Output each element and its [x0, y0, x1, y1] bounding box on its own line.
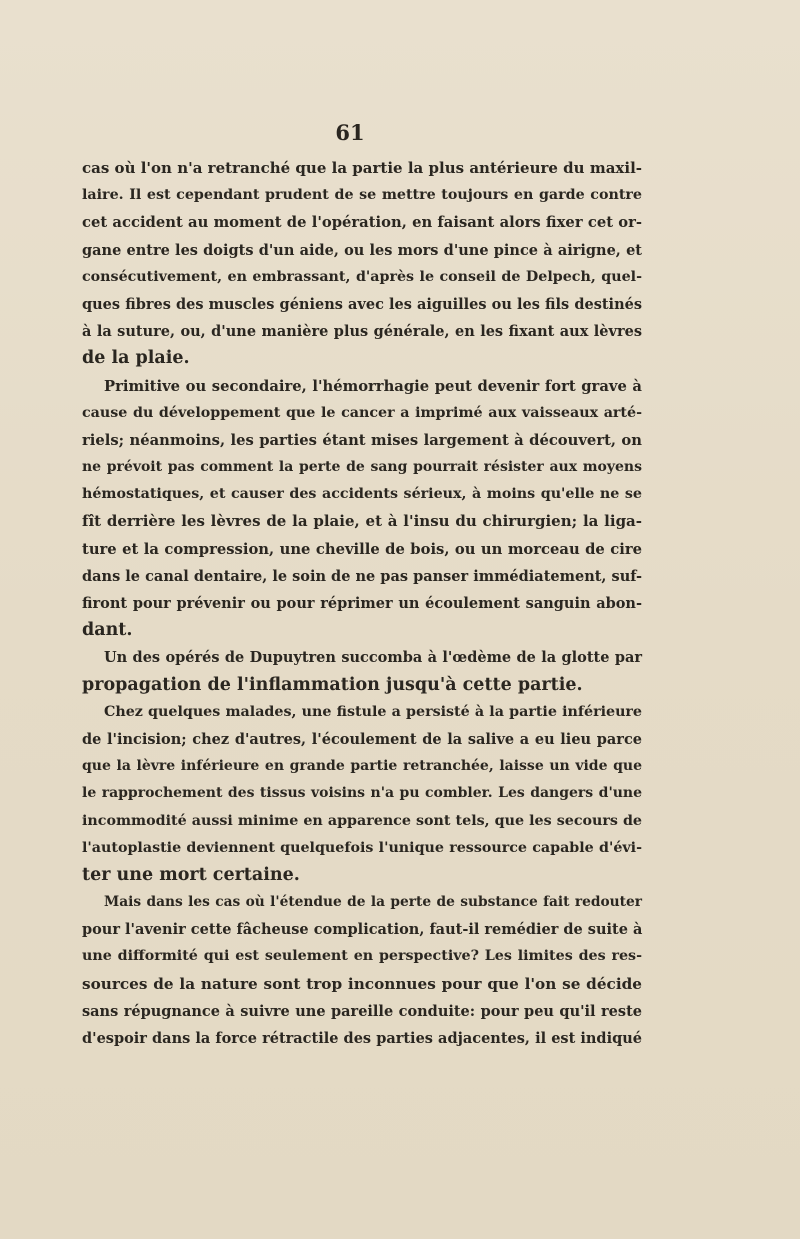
text-line: Chez quelques malades, une fistule a persisté à la partie inférieure — [104, 703, 642, 720]
text-line: Mais dans les cas où l'étendue de la perte de substance fait redouter — [104, 894, 642, 911]
text-line: Primitive ou secondaire, l'hémorrhagie peut devenir fort grave à — [104, 377, 642, 395]
text-line: ture et la compression, une cheville de bois, ou un morceau de cire — [82, 540, 642, 558]
text-line: cet accident au moment de l'opération, en faisant alors fixer cet or- — [82, 214, 642, 232]
text-line: laire. Il est cependant prudent de se mettre toujours en garde contre — [82, 187, 642, 204]
text-line: sans répugnance à suivre une pareille conduite: pour peu qu'il reste — [82, 1002, 642, 1020]
text-line: consécutivement, en embrassant, d'après le conseil de Delpech, quel- — [82, 268, 642, 285]
body-text — [82, 155, 642, 1052]
text-line: à la suture, ou, d'une manière plus générale, en les fixant aux lèvres — [82, 323, 642, 341]
text-line: que la lèvre inférieure en grande partie retranchée, laisse un vide que — [82, 758, 642, 775]
text-line: ques fibres des muscles géniens avec les aiguilles ou les fils destinés — [82, 295, 642, 313]
text-line: de la plaie. — [82, 348, 190, 369]
text-line: Un des opérés de Dupuytren succomba à l'œdème de la glotte par — [104, 649, 642, 667]
text-line: cas où l'on n'a retranché que la partie la plus antérieure du maxil- — [82, 159, 642, 177]
text-line: le rapprochement des tissus voisins n'a pu combler. Les dangers d'une — [82, 785, 642, 802]
text-line: ter une mort certaine. — [82, 864, 300, 885]
paragraph — [82, 644, 642, 698]
paragraph — [82, 889, 642, 1052]
text-line: ne prévoit pas comment la perte de sang pourrait résister aux moyens — [82, 459, 642, 476]
text-line: l'autoplastie deviennent quelquefois l'unique ressource capable d'évi- — [82, 839, 642, 856]
paragraph — [82, 699, 642, 889]
text-line: incommodité aussi minime en apparence sont tels, que les secours de — [82, 812, 642, 829]
text-line: dant. — [82, 620, 133, 641]
text-line: une difformité qui est seulement en perspective? Les limites des res- — [82, 948, 642, 965]
paragraph — [82, 155, 642, 373]
text-line: propagation de l'inflammation jusqu'à cette partie. — [82, 674, 583, 695]
text-line: hémostatiques, et causer des accidents sérieux, à moins qu'elle ne se — [82, 486, 642, 503]
text-line: cause du développement que le cancer a imprimé aux vaisseaux arté- — [82, 404, 642, 421]
text-line: riels; néanmoins, les parties étant mises largement à découvert, on — [82, 431, 642, 449]
text-line: fît derrière les lèvres de la plaie, et à l'insu du chirurgien; la liga- — [82, 512, 642, 531]
page-number: 61 — [335, 120, 365, 145]
text-line: dans le canal dentaire, le soin de ne pas panser immédiatement, suf- — [82, 567, 642, 585]
text-line: de l'incision; chez d'autres, l'écoulement de la salive a eu lieu parce — [82, 730, 642, 748]
text-line: pour l'avenir cette fâcheuse complication, faut-il remédier de suite à — [82, 921, 643, 939]
text-line: d'espoir dans la force rétractile des parties adjacentes, il est indiqué — [82, 1030, 642, 1047]
text-line: sources de la nature sont trop inconnues pour que l'on se décide — [82, 974, 642, 993]
text-line: gane entre les doigts d'un aide, ou les mors d'une pince à airigne, et — [82, 241, 642, 259]
text-line: firont pour prévenir ou pour réprimer un écoulement sanguin abon- — [82, 595, 642, 612]
paragraph — [82, 373, 642, 645]
